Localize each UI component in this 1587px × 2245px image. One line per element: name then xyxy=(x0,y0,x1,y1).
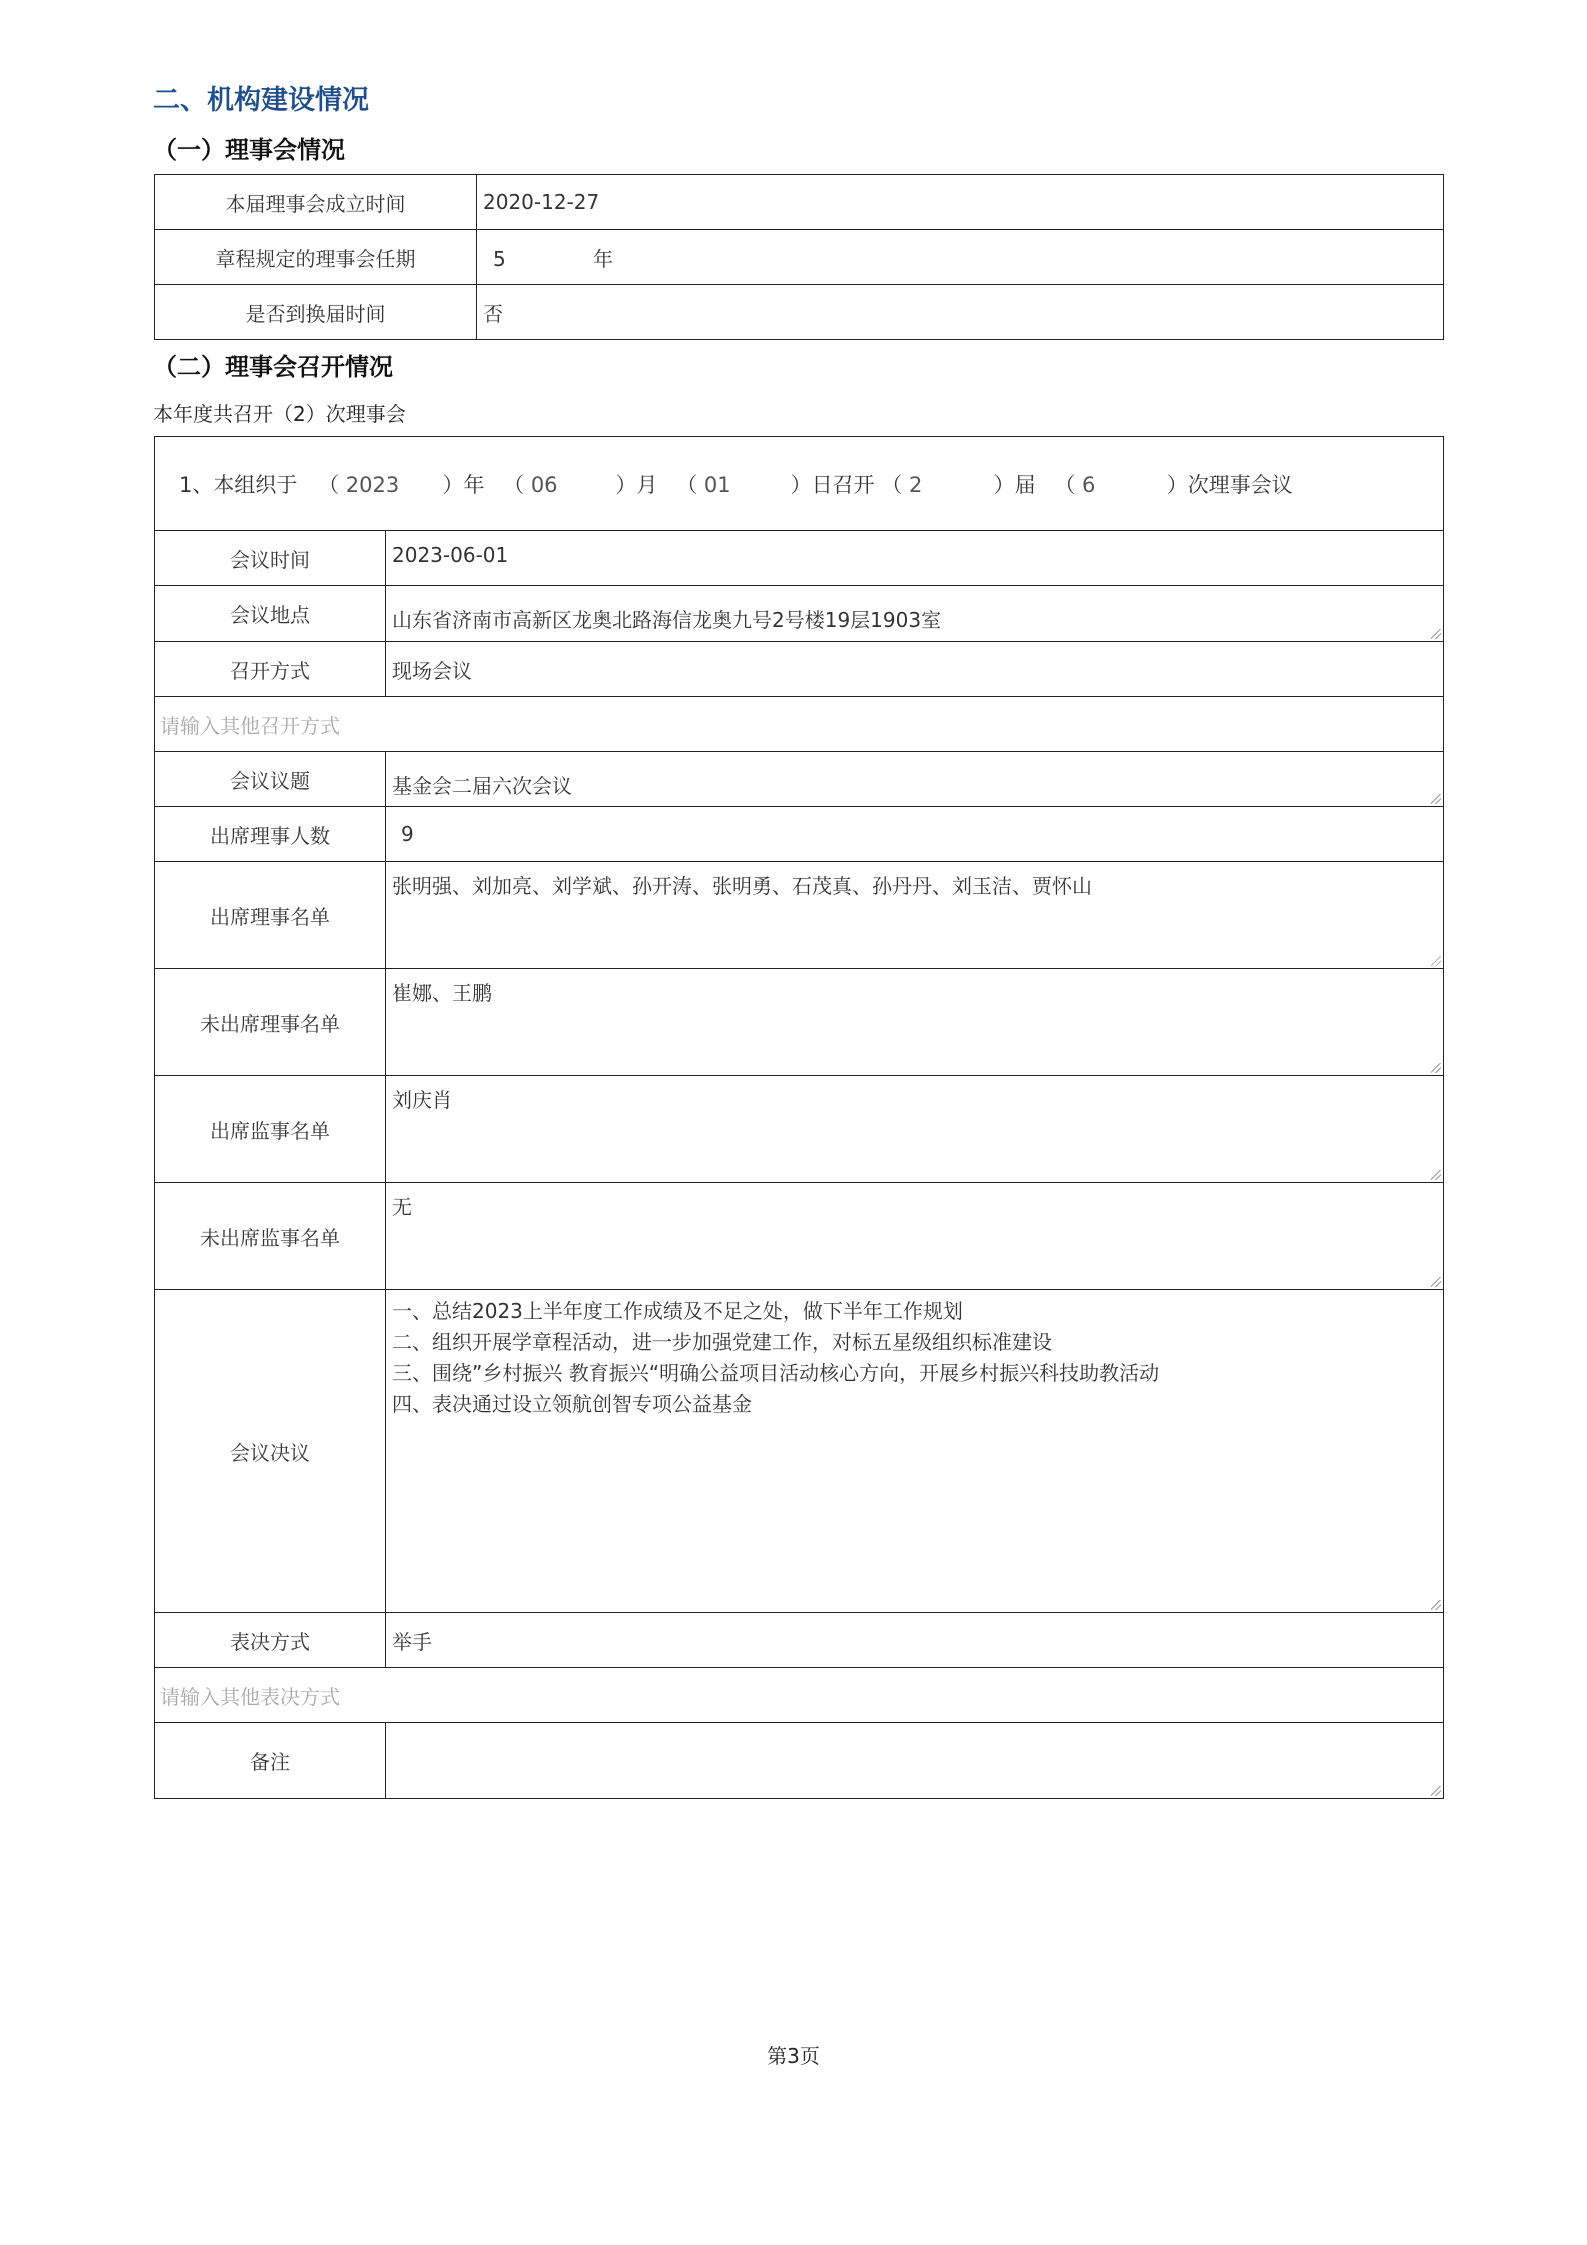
term-label: 章程规定的理事会任期 xyxy=(155,230,477,285)
established-date-value[interactable]: 2020-12-27 xyxy=(477,175,1444,230)
table-row xyxy=(155,1076,1444,1183)
absent-list-label: 未出席理事名单 xyxy=(155,969,386,1076)
supervisor-cell[interactable] xyxy=(386,1076,1444,1183)
page-number: 第3页 xyxy=(767,2044,820,2068)
reelection-due-value[interactable]: 否 xyxy=(477,285,1444,340)
resize-handle-icon[interactable] xyxy=(1431,629,1441,639)
resize-handle-icon[interactable] xyxy=(1431,1063,1441,1073)
resize-handle-icon[interactable] xyxy=(1431,794,1441,804)
board-subtitle: （一）理事会情况 xyxy=(153,136,345,164)
meeting-place-label: 会议地点 xyxy=(155,586,386,642)
table-row xyxy=(155,285,1444,340)
absent-supervisor-value: 无 xyxy=(392,1195,412,1219)
meeting-topic-label: 会议议题 xyxy=(155,752,386,807)
meeting-method-value[interactable]: 现场会议 xyxy=(386,642,1444,697)
resize-handle-icon[interactable] xyxy=(1431,956,1441,966)
established-date-label: 本届理事会成立时间 xyxy=(155,175,477,230)
table-row xyxy=(155,531,1444,586)
meeting-suffix: 次理事会议 xyxy=(1187,472,1293,497)
table-row xyxy=(155,1668,1444,1723)
table-row xyxy=(155,1183,1444,1290)
vote-label: 表决方式 xyxy=(155,1613,386,1668)
other-vote-input[interactable]: 请输入其他表决方式 xyxy=(155,1668,1444,1723)
attend-list-value: 张明强、刘加亮、刘学斌、孙开涛、张明勇、石茂真、孙丹丹、刘玉洁、贾怀山 xyxy=(392,874,1092,898)
table-row xyxy=(155,1723,1444,1799)
table-row xyxy=(155,642,1444,697)
attend-list-label: 出席理事名单 xyxy=(155,862,386,969)
absent-supervisor-label: 未出席监事名单 xyxy=(155,1183,386,1290)
resize-handle-icon[interactable] xyxy=(1431,1277,1441,1287)
attend-count-value[interactable]: 9 xyxy=(386,807,1444,862)
remark-label: 备注 xyxy=(155,1723,386,1799)
meeting-session[interactable]: 2 xyxy=(908,472,923,497)
resolution-line: 四、表决通过设立领航创智专项公益基金 xyxy=(392,1392,752,1416)
attend-count-label: 出席理事人数 xyxy=(155,807,386,862)
table-row xyxy=(155,969,1444,1076)
meetings-subtitle: （二）理事会召开情况 xyxy=(153,353,393,381)
resize-handle-icon[interactable] xyxy=(1431,1600,1441,1610)
table-row xyxy=(155,697,1444,752)
absent-list-cell[interactable] xyxy=(386,969,1444,1076)
table-row xyxy=(155,752,1444,807)
table-row xyxy=(155,862,1444,969)
meeting-count[interactable]: 6 xyxy=(1082,472,1096,497)
resize-handle-icon[interactable] xyxy=(1431,1170,1441,1180)
table-row xyxy=(155,175,1444,230)
meeting-topic-cell[interactable] xyxy=(386,752,1444,807)
meeting-table xyxy=(154,436,1444,1799)
meeting-place-value: 山东省济南市高新区龙奥北路海信龙奥九号2号楼19层1903室 xyxy=(392,608,942,632)
resolution-line: 一、总结2023上半年度工作成绩及不足之处，做下半年工作规划 xyxy=(392,1299,963,1323)
table-row xyxy=(155,230,1444,285)
term-unit: 年 xyxy=(593,246,613,271)
other-method-input[interactable]: 请输入其他召开方式 xyxy=(155,697,1444,752)
supervisor-label: 出席监事名单 xyxy=(155,1076,386,1183)
remark-cell[interactable] xyxy=(386,1723,1444,1799)
resolution-line: 二、组织开展学章程活动，进一步加强党建工作，对标五星级组织标准建设 xyxy=(392,1330,1052,1354)
absent-list-value: 崔娜、王鹏 xyxy=(392,981,492,1005)
table-row xyxy=(155,586,1444,642)
section-title: 二、机构建设情况 xyxy=(153,85,369,116)
absent-supervisor-cell[interactable] xyxy=(386,1183,1444,1290)
meeting-place-cell[interactable] xyxy=(386,586,1444,642)
supervisor-value: 刘庆肖 xyxy=(392,1088,452,1112)
resolution-cell[interactable] xyxy=(386,1290,1444,1613)
meeting-day[interactable]: 01 xyxy=(703,472,731,497)
month-unit: 月 xyxy=(636,472,658,497)
attend-list-cell[interactable] xyxy=(386,862,1444,969)
resolution-label: 会议决议 xyxy=(155,1290,386,1613)
term-value[interactable]: 5 xyxy=(493,246,506,271)
resize-handle-icon[interactable] xyxy=(1431,1786,1441,1796)
session-unit: 届 xyxy=(1014,472,1036,497)
meeting-header: 1、本组织于 （ 2023 ）年 （ 06 ）月 （ 01 ）日召开 （ 2 ）届 （ 6 ）次理事会议 xyxy=(155,437,1444,531)
meetings-summary: 本年度共召开（2）次理事会 xyxy=(153,402,406,426)
vote-value[interactable]: 举手 xyxy=(386,1613,1444,1668)
day-unit: 日召开 xyxy=(811,472,875,497)
meeting-topic-value: 基金会二届六次会议 xyxy=(392,774,572,798)
reelection-due-label: 是否到换届时间 xyxy=(155,285,477,340)
meeting-time-value[interactable]: 2023-06-01 xyxy=(386,531,1444,586)
meeting-method-label: 召开方式 xyxy=(155,642,386,697)
meeting-time-label: 会议时间 xyxy=(155,531,386,586)
meeting-month[interactable]: 06 xyxy=(530,472,558,497)
term-cell xyxy=(477,230,1444,285)
table-row xyxy=(155,807,1444,862)
meeting-year[interactable]: 2023 xyxy=(345,472,400,497)
year-unit: 年 xyxy=(463,472,485,497)
table-row xyxy=(155,1613,1444,1668)
meeting-prefix: 1、本组织于 xyxy=(179,472,298,497)
table-row xyxy=(155,1290,1444,1613)
board-info-table xyxy=(154,174,1444,340)
meeting-header-row xyxy=(155,437,1444,531)
resolution-line: 三、围绕”乡村振兴 教育振兴“明确公益项目活动核心方向，开展乡村振兴科技助教活动 xyxy=(392,1361,1160,1385)
